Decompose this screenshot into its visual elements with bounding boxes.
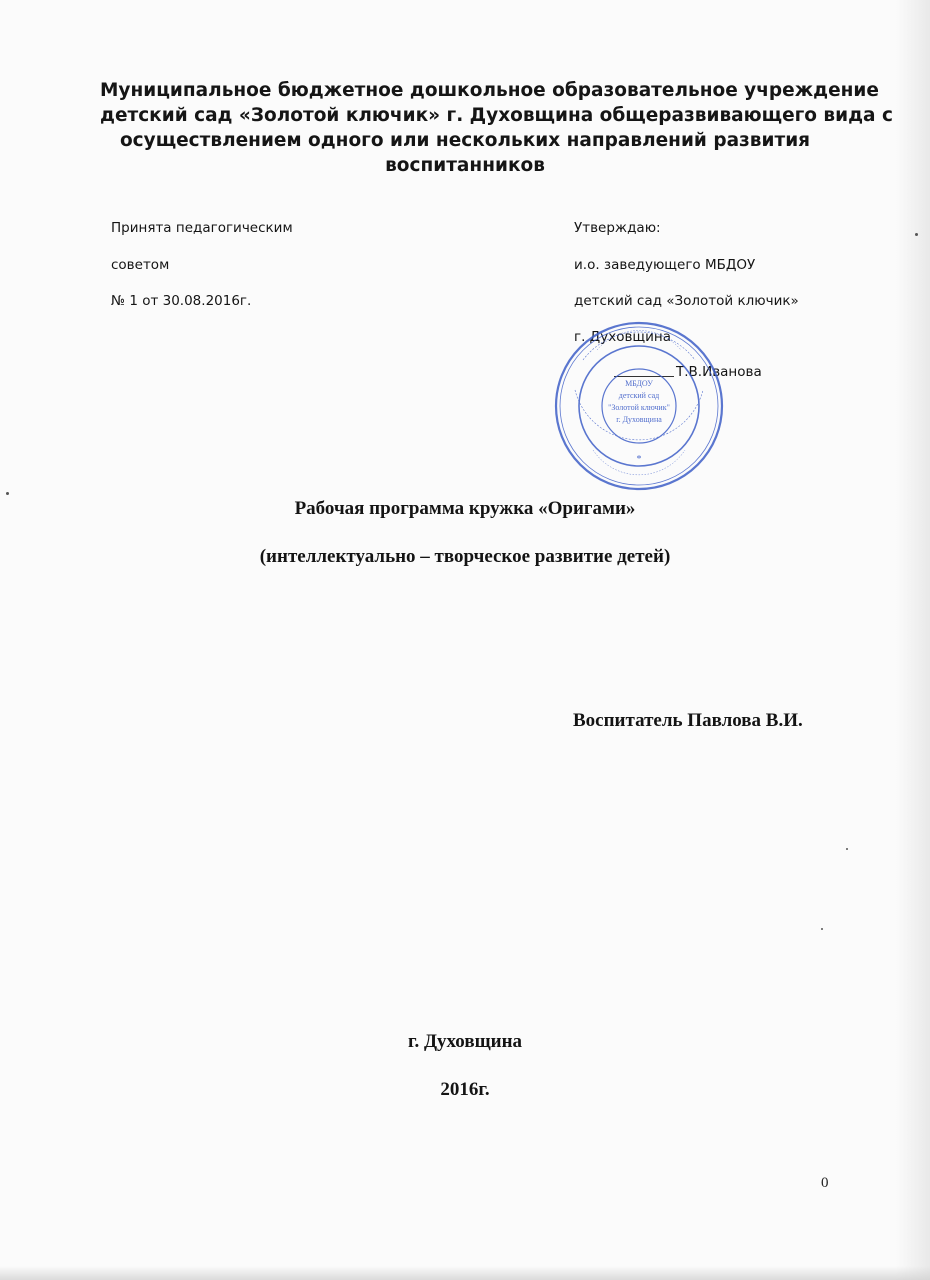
header-line-2: детский сад «Золотой ключик» г. Духовщина общеразвивающего вида с xyxy=(100,105,893,126)
program-subtitle: (интеллектуально – творческое развитие детей) xyxy=(259,546,671,567)
scan-speck xyxy=(846,848,848,850)
approve-line-4: г. Духовщина xyxy=(574,329,672,345)
footer-year: 2016г. xyxy=(440,1079,490,1100)
council-line-1: Принята педагогическим xyxy=(111,220,293,236)
signature-name: Т.В.Иванова xyxy=(676,364,762,380)
council-line-2: советом xyxy=(111,257,170,273)
program-title: Рабочая программа кружка «Оригами» xyxy=(294,498,636,519)
approve-line-2: и.о. заведующего МБДОУ xyxy=(574,257,756,273)
council-line-3: № 1 от 30.08.2016г. xyxy=(111,293,252,309)
header-line-1: Муниципальное бюджетное дошкольное образовательное учреждение xyxy=(100,80,879,101)
header-line-3: осуществлением одного или нескольких направлений развития xyxy=(119,130,811,151)
footer-city: г. Духовщина xyxy=(407,1031,523,1052)
scan-bottom-shadow xyxy=(0,1266,930,1280)
scan-edge-shadow xyxy=(896,0,930,1280)
stamp-text-2: детский сад xyxy=(618,391,660,400)
scan-speck xyxy=(821,928,823,930)
header-line-4: воспитанников xyxy=(385,155,545,176)
stamp-star-icon: * xyxy=(636,454,642,465)
scan-speck xyxy=(915,233,918,236)
approve-line-3: детский сад «Золотой ключик» xyxy=(574,293,799,309)
page-number: 0 xyxy=(821,1175,829,1191)
stamp-text-1: МБДОУ xyxy=(625,379,653,388)
author-line: Воспитатель Павлова В.И. xyxy=(573,710,803,731)
official-stamp xyxy=(553,320,725,492)
scan-speck xyxy=(6,492,9,495)
approve-line-1: Утверждаю: xyxy=(574,220,661,236)
stamp-text-3: "Золотой ключик" xyxy=(608,403,670,412)
stamp-text-4: г. Духовщина xyxy=(616,415,662,424)
institution-header xyxy=(100,78,893,178)
